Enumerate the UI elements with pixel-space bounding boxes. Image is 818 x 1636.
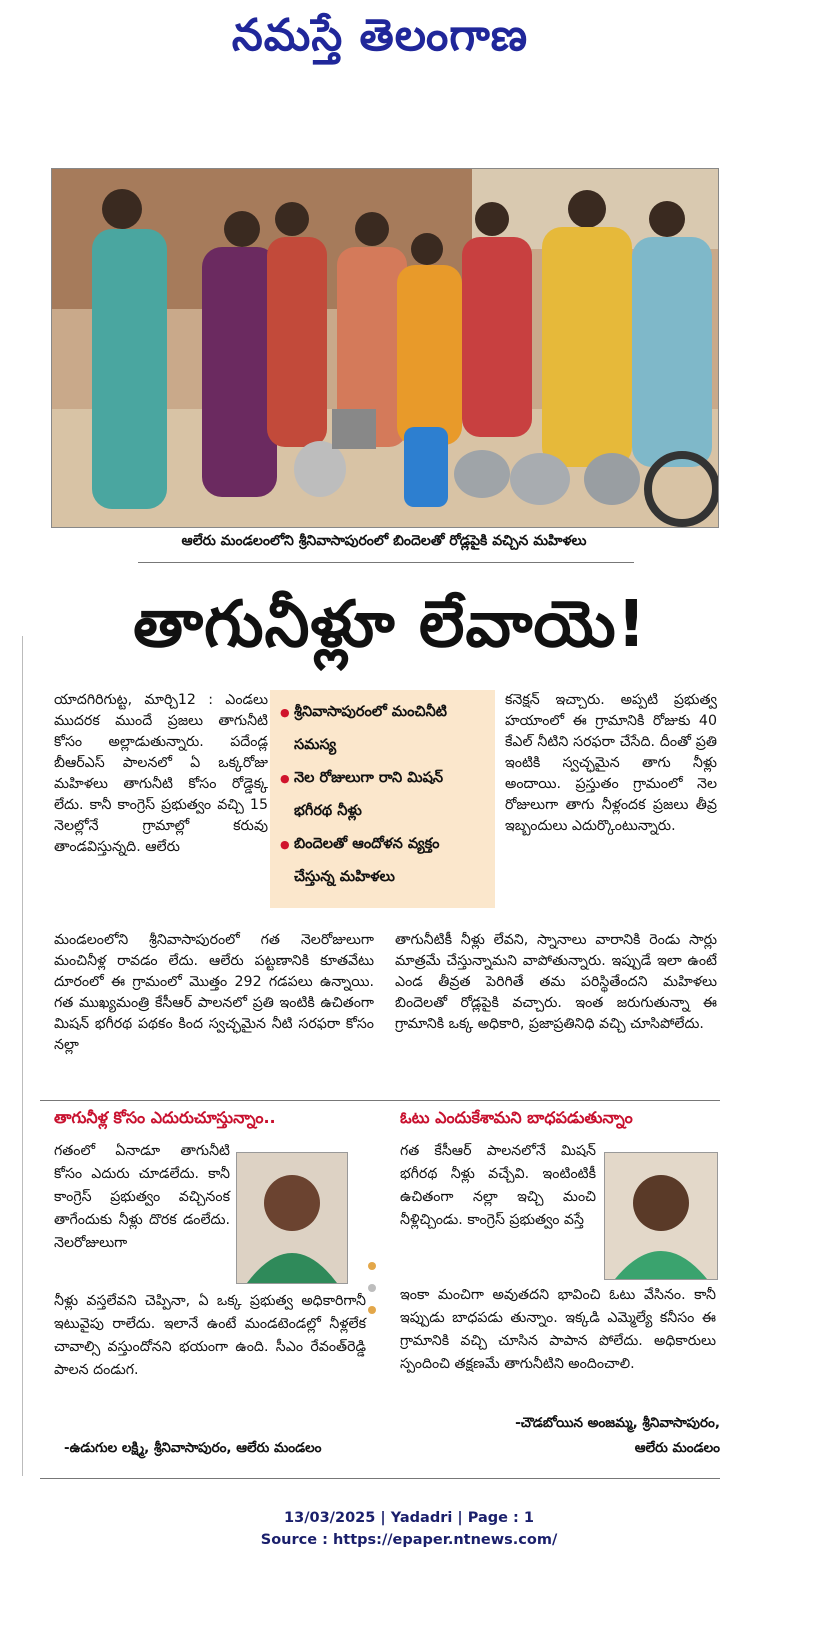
photo-caption: ఆలేరు మండలంలోని శ్రీనివాసాపురంలో బిందెలతో రోడ్లపైకి వచ్చిన మహిళలు [181, 533, 587, 549]
article-paragraph: యాదగిరిగుట్ట, మార్చి12 : ఎండలు ముదరక ముందే ప్రజలు తాగునీటి కోసం అల్లాడుతున్నారు. పదేండ్ల బీఆర్ఎస్ పాలనలో ఏ ఒక్కరోజు మహిళలు తాగునీటి కోసం రోడ్డెక్క లేదు. కానీ కాంగ్రెస్ ప్రభుత్వం వచ్చి 15 నెలల్లోనే గ్రామాల్లో కరువు తాండవిస్తున్నది. ఆలేరు [54, 692, 268, 855]
quote-right-paragraph: ఇంకా మంచిగా అవుతదని భావించి ఓటు వేసినం. కానీ ఇప్పుడు బాధపడు తున్నాం. ఇక్కడి ఎమ్మెల్యే కనీసం ఈ గ్రామానికి వచ్చి చూసిన పాపాన పోలేదు. అధికారులు స్పందించి తక్షణమే తాగునీటిని అందించాలి. [400, 1287, 716, 1372]
quote-left-attribution: -ఉడుగుల లక్ష్మి, శ్రీనివాసాపురం, ఆలేరు మండలం [64, 1440, 322, 1456]
article-col1-top [54, 690, 268, 858]
section-rule [40, 1100, 720, 1101]
headline: తాగునీళ్లూ లేవాయె! [133, 588, 647, 662]
article-paragraph: మండలంలోని శ్రీనివాసాపురంలో గత నెలరోజులుగా మంచినీళ్ల రావడం లేదు. ఆలేరు పట్టణానికి కూతవేటు దూరంలో ఈ గ్రామంలో మొత్తం 292 గడపలు ఉన్నాయి. గత ముఖ్యమంత్రి కేసీఆర్ పాలనలో ప్రతి ఇంటికి ఉచితంగా మిషన్ భగీరథ పథకం కింద స్వచ్ఛమైన నీటి సరఫరా కోసం నల్లా [54, 932, 374, 1053]
bottom-rule [40, 1478, 720, 1479]
source-info: Source : https://epaper.ntnews.com/ [260, 1532, 558, 1548]
newspaper-masthead: నమస్తే తెలంగాణ [231, 10, 529, 61]
quote-right-text-bottom [400, 1284, 716, 1376]
highlight-item: ● బిందెలతో ఆందోళన వ్యక్తం చేస్తున్న మహిళలు [280, 828, 485, 894]
quote-left-paragraph: నీళ్లు వస్తలేవని చెప్పినా, ఏ ఒక్క ప్రభుత్వ అధికారిగానీ ఇటువైపు రాలేదు. ఇలానే ఉంటే మండటెండల్లో నీళ్లలేక చావాల్సి వస్తుందోనని భయంగా ఉంది. సీఎం రేవంత్‌రెడ్డి పాలన దండుగ. [54, 1293, 366, 1378]
edition-info: 13/03/2025 | Yadadri | Page : 1 [284, 1510, 534, 1526]
article-col2-bottom [395, 930, 717, 1035]
quote-right-text-top [400, 1140, 596, 1232]
quote-left-heading: తాగునీళ్ల కోసం ఎదురుచూస్తున్నాం.. [54, 1108, 276, 1127]
quote-right-heading: ఓటు ఎందుకేశామని బాధపడుతున్నాం [400, 1108, 633, 1127]
article-paragraph: కనెక్షన్ ఇచ్చారు. అప్పటి ప్రభుత్వ హయాంలో ఈ గ్రామానికి రోజుకు 40 కేఎల్ నీటిని సరఫరా చేసేది. దీంతో ప్రతి ఇంటికి స్వచ్ఛమైన తాగు నీళ్లు అందాయి. ప్రస్తుతం గ్రామంలో నెల రోజులుగా తాగు నీళ్లందక ప్రజలు తీవ్ర ఇబ్బందులు ఎదుర్కొంటున్నారు. [505, 692, 717, 834]
quote-left-paragraph: గతంలో ఏనాడూ తాగునీటి కోసం ఎదురు చూడలేదు. కానీ కాంగ్రెస్ ప్రభుత్వం వచ్చినంక తాగేందుకు నీళ్లు దొరక డంలేదు. నెలరోజులుగా [54, 1143, 230, 1251]
divider-dot [368, 1306, 376, 1314]
highlight-item: ● శ్రీనివాసాపురంలో మంచినీటి సమస్య [280, 696, 485, 762]
divider-dot [368, 1262, 376, 1270]
portrait-left [236, 1152, 348, 1284]
highlight-item: ● నెల రోజులుగా రాని మిషన్ భగీరథ నీళ్లు [280, 762, 485, 828]
article-col2-top [505, 690, 717, 837]
article-col1-bottom [54, 930, 374, 1056]
quote-left-text-top [54, 1140, 230, 1255]
divider-dot [368, 1284, 376, 1292]
highlights-box [270, 690, 495, 908]
portrait-right [604, 1152, 718, 1280]
quote-right-attribution-2: ఆలేరు మండలం [634, 1440, 720, 1456]
quote-left-text-bottom [54, 1290, 366, 1382]
article-paragraph: తాగునీటికీ నీళ్లు లేవని, స్నానాలు వారానికి రెండు సార్లు మాత్రమే చేస్తున్నామని వాపోతున్నారు. ఇప్పుడే ఇలా ఉంటే ఎండ తీవ్రత పెరిగితే తమ పరిస్థితేందని మహిళలు బిందెలతో రోడ్లపైకి వచ్చారు. ఇంత జరుగుతున్నా ఈ గ్రామానికి ఒక్క అధికారి, ప్రజాప్రతినిధి వచ్చి చూసిపోలేదు. [395, 932, 717, 1032]
quote-right-paragraph: గత కేసీఆర్ పాలనలోనే మిషన్ భగీరథ నీళ్లు వచ్చేవి. ఇంటింటికీ ఉచితంగా నల్లా ఇచ్చి మంచి నీళ్లిచ్చిండు. కాంగ్రెస్ ప్రభుత్వం వస్తే [400, 1143, 596, 1228]
caption-rule [138, 562, 634, 563]
news-photo [51, 168, 719, 528]
column-rule [22, 636, 23, 1476]
quote-right-attribution-1: -చౌడబోయిన అంజమ్మ, శ్రీనివాసాపురం, [515, 1415, 720, 1431]
